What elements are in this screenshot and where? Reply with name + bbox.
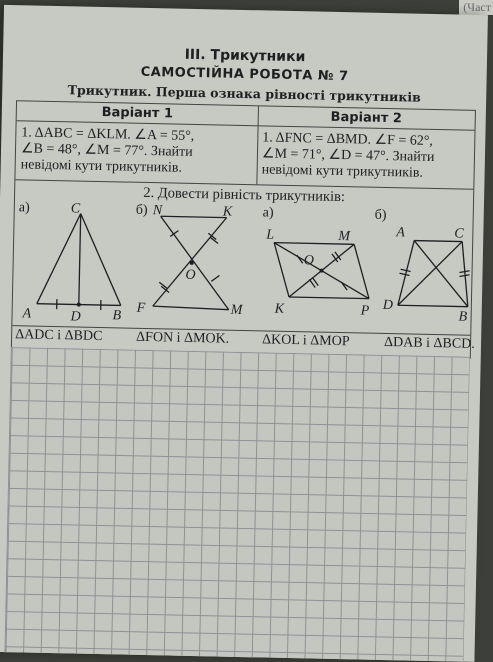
point-label: K <box>222 205 233 220</box>
variant2-line: 1. ΔFNC = ΔBMD. ∠F = 62°, <box>262 130 435 150</box>
variant2-task <box>261 130 434 182</box>
variant1-task <box>21 125 195 177</box>
point-label: K <box>274 302 285 317</box>
work-title: САМОСТІЙНА РОБОТА № 7 <box>3 62 487 87</box>
part-label: б) <box>375 208 387 223</box>
point-label: D <box>69 309 80 324</box>
workbook-page <box>0 5 488 662</box>
point-label: O <box>304 253 314 268</box>
caption: ΔDAB і ΔBCD. <box>384 335 475 353</box>
page-corner-text: (Част <box>459 0 493 15</box>
figure-points <box>77 259 324 312</box>
part-label: б) <box>136 203 148 218</box>
variant1-line: 1. ΔABC = ΔKLM. ∠A = 55°, <box>21 125 194 145</box>
point-label: P <box>360 303 370 318</box>
part-label: а) <box>263 205 275 220</box>
point-label: L <box>265 227 274 242</box>
point-label: C <box>454 226 464 241</box>
variant2-heading: Варіант 2 <box>258 108 475 128</box>
caption: ΔKOL і ΔMOP <box>262 332 350 350</box>
point-label: M <box>230 303 244 318</box>
figure-isosceles-triangle <box>37 213 123 311</box>
caption: ΔFON і ΔMOK. <box>136 330 229 348</box>
variant2-line: невідомі кути трикутників. <box>261 162 434 182</box>
figure-quadrilateral <box>398 240 470 306</box>
variant1-line: невідомі кути трикутників. <box>21 157 194 177</box>
point-label: M <box>337 229 351 244</box>
point-label: N <box>152 203 163 218</box>
point-label: A <box>395 225 405 240</box>
variant1-line: ∠B = 48°, ∠M = 77°. Знайти <box>21 141 194 161</box>
task2-text: 2. Довести рівність трикутників: <box>15 182 473 209</box>
point-label: D <box>382 298 393 313</box>
triangle-figures <box>12 197 473 337</box>
squared-grid-area <box>5 347 470 662</box>
point-label: F <box>136 301 146 316</box>
task-table <box>11 100 476 359</box>
point-label: A <box>21 306 31 321</box>
point-label: O <box>185 268 195 283</box>
variant2-line: ∠M = 71°, ∠D = 47°. Знайти <box>262 146 435 166</box>
part-label: а) <box>19 200 31 215</box>
point-label: B <box>112 308 121 323</box>
topic-title: Трикутник. Перша ознака рівності трикутників <box>2 81 486 106</box>
point-label: B <box>458 310 467 325</box>
section-title: III. Трикутники <box>3 43 487 69</box>
point-label: C <box>71 201 81 216</box>
caption: ΔADC і ΔBDC <box>15 327 103 345</box>
variant1-heading: Варіант 1 <box>17 103 258 123</box>
